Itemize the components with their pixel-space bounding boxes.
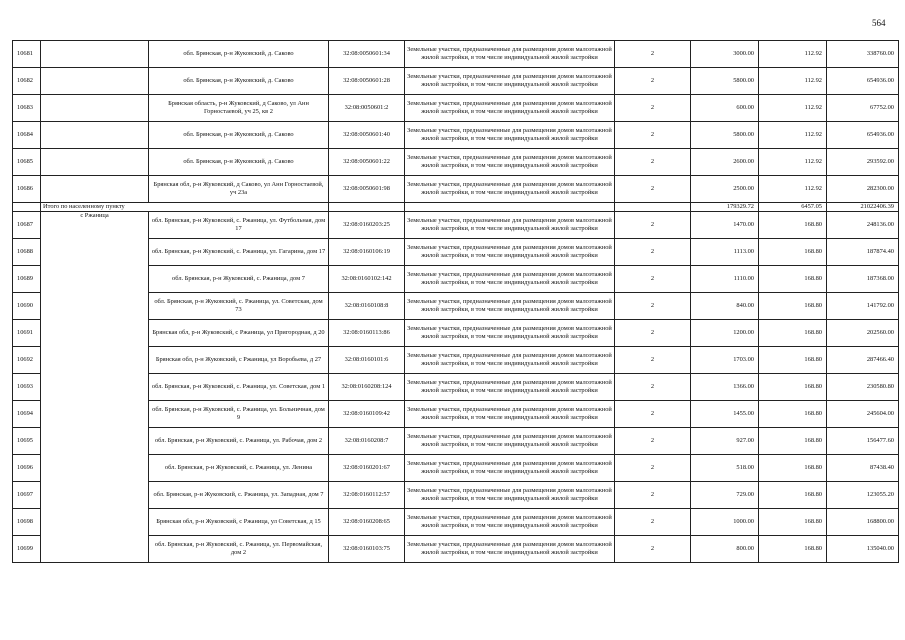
- cadastral-number-cell: 32:08:0050601:98: [329, 176, 405, 203]
- land-purpose-cell: Земельные участки, предназначенные для размещения домов малоэтажной жилой застройки, в том числе индивидуальной жилой застройки: [405, 266, 615, 293]
- group-cell: 2: [615, 455, 691, 482]
- cadastral-number-cell: 32:08:0050601:2: [329, 95, 405, 122]
- rate-cell: 112.92: [759, 95, 827, 122]
- cost-cell: 135040.00: [827, 536, 899, 563]
- address-cell: Брянская обл, р-н Жуковский, с Ржаница, ул Воробьева, д 27: [149, 347, 329, 374]
- address-cell: обл. Брянская, р-н Жуковский, с. Ржаница, дом 7: [149, 266, 329, 293]
- table-row: [13, 212, 899, 239]
- address-cell: обл. Брянская, р-н Жуковский, с. Ржаница, ул. Первомайская, дом 2: [149, 536, 329, 563]
- cadastral-value-table: [12, 40, 899, 563]
- rate-cell: 112.92: [759, 41, 827, 68]
- row-id: 10698: [13, 509, 41, 536]
- area-cell: 927.00: [691, 428, 759, 455]
- table-body: [13, 41, 899, 563]
- table-row: [13, 176, 899, 203]
- total-cost: 21022406.39: [827, 203, 899, 212]
- page-number: 564: [872, 18, 886, 28]
- group-cell: 2: [615, 212, 691, 239]
- cost-cell: 156477.60: [827, 428, 899, 455]
- cadastral-number-cell: 32:08:0050601:34: [329, 41, 405, 68]
- total-label: Итого по населенному пункту: [41, 203, 329, 212]
- land-purpose-cell: Земельные участки, предназначенные для размещения домов малоэтажной жилой застройки, в том числе индивидуальной жилой застройки: [405, 149, 615, 176]
- cost-cell: 141792.00: [827, 293, 899, 320]
- area-cell: 3000.00: [691, 41, 759, 68]
- settlement-name: с Ржаница: [41, 212, 149, 563]
- area-cell: 518.00: [691, 455, 759, 482]
- total-area: 179329.72: [691, 203, 759, 212]
- settlement-total-row: [13, 203, 899, 212]
- group-cell: 2: [615, 41, 691, 68]
- row-id: 10681: [13, 41, 41, 68]
- group-cell: 2: [615, 149, 691, 176]
- cost-cell: 245604.00: [827, 401, 899, 428]
- row-id: 10686: [13, 176, 41, 203]
- rate-cell: 168.80: [759, 347, 827, 374]
- land-purpose-cell: Земельные участки, предназначенные для размещения домов малоэтажной жилой застройки, в том числе индивидуальной жилой застройки: [405, 122, 615, 149]
- address-cell: обл. Брянская, р-н Жуковский, д. Саково: [149, 41, 329, 68]
- address-cell: обл. Брянская, р-н Жуковский, с. Ржаница, ул. Больничная, дом 9: [149, 401, 329, 428]
- row-id: 10694: [13, 401, 41, 428]
- land-purpose-cell: Земельные участки, предназначенные для размещения домов малоэтажной жилой застройки, в том числе индивидуальной жилой застройки: [405, 374, 615, 401]
- address-cell: Брянская область, р-н Жуковский, д Саково, ул Анн Горностаевой, уч 25, кв 2: [149, 95, 329, 122]
- row-id: 10699: [13, 536, 41, 563]
- row-id: 10689: [13, 266, 41, 293]
- address-cell: обл. Брянская, р-н Жуковский, д. Саково: [149, 122, 329, 149]
- area-cell: 5800.00: [691, 68, 759, 95]
- table-row: [13, 95, 899, 122]
- cost-cell: 87438.40: [827, 455, 899, 482]
- area-cell: 1455.00: [691, 401, 759, 428]
- rate-cell: 168.80: [759, 536, 827, 563]
- settlement-cell: [41, 68, 149, 95]
- group-cell: 2: [615, 293, 691, 320]
- area-cell: 840.00: [691, 293, 759, 320]
- group-cell: 2: [615, 320, 691, 347]
- address-cell: обл. Брянская, р-н Жуковский, с. Ржаница, ул. Футбольная, дом 17: [149, 212, 329, 239]
- rate-cell: 168.80: [759, 428, 827, 455]
- settlement-cell: [41, 176, 149, 203]
- address-cell: обл. Брянская, р-н Жуковский, д. Саково: [149, 68, 329, 95]
- table-row: [13, 149, 899, 176]
- group-cell: 2: [615, 536, 691, 563]
- rate-cell: 168.80: [759, 455, 827, 482]
- row-id: 10696: [13, 455, 41, 482]
- row-id: 10692: [13, 347, 41, 374]
- area-cell: 1200.00: [691, 320, 759, 347]
- cadastral-number-cell: 32:08:0160102:142: [329, 266, 405, 293]
- cadastral-number-cell: 32:08:0160108:8: [329, 293, 405, 320]
- settlement-cell: [41, 41, 149, 68]
- row-id: 10683: [13, 95, 41, 122]
- group-cell: 2: [615, 482, 691, 509]
- area-cell: 800.00: [691, 536, 759, 563]
- group-cell: 2: [615, 374, 691, 401]
- address-cell: обл. Брянская, р-н Жуковский, с. Ржаница, ул. Рабочая, дом 2: [149, 428, 329, 455]
- rate-cell: 112.92: [759, 122, 827, 149]
- address-cell: обл. Брянская, р-н Жуковский, с. Ржаница, ул. Западная, дом 7: [149, 482, 329, 509]
- rate-cell: 168.80: [759, 212, 827, 239]
- area-cell: 1110.00: [691, 266, 759, 293]
- row-id: 10691: [13, 320, 41, 347]
- cost-cell: 168800.00: [827, 509, 899, 536]
- cost-cell: 248136.00: [827, 212, 899, 239]
- rate-cell: 168.80: [759, 266, 827, 293]
- cadastral-number-cell: 32:08:0160201:67: [329, 455, 405, 482]
- table-row: [13, 122, 899, 149]
- group-cell: 2: [615, 401, 691, 428]
- rate-cell: 112.92: [759, 176, 827, 203]
- rate-cell: 168.80: [759, 482, 827, 509]
- table-row: [13, 68, 899, 95]
- address-cell: обл. Брянская, р-н Жуковский, с. Ржаница, ул. Ленина: [149, 455, 329, 482]
- cost-cell: 293592.00: [827, 149, 899, 176]
- cost-cell: 187368.00: [827, 266, 899, 293]
- cadastral-number-cell: 32:08:0160208:7: [329, 428, 405, 455]
- settlement-cell: [41, 149, 149, 176]
- cadastral-number-cell: 32:08:0160101:6: [329, 347, 405, 374]
- area-cell: 5800.00: [691, 122, 759, 149]
- cost-cell: 123055.20: [827, 482, 899, 509]
- cost-cell: 67752.00: [827, 95, 899, 122]
- cost-cell: 282300.00: [827, 176, 899, 203]
- total-empty: [13, 203, 41, 212]
- rate-cell: 168.80: [759, 320, 827, 347]
- cadastral-number-cell: 32:08:0160109:42: [329, 401, 405, 428]
- group-cell: 2: [615, 176, 691, 203]
- area-cell: 1470.00: [691, 212, 759, 239]
- land-purpose-cell: Земельные участки, предназначенные для размещения домов малоэтажной жилой застройки, в том числе индивидуальной жилой застройки: [405, 455, 615, 482]
- area-cell: 2600.00: [691, 149, 759, 176]
- land-purpose-cell: Земельные участки, предназначенные для размещения домов малоэтажной жилой застройки, в том числе индивидуальной жилой застройки: [405, 41, 615, 68]
- land-purpose-cell: Земельные участки, предназначенные для размещения домов малоэтажной жилой застройки, в том числе индивидуальной жилой застройки: [405, 509, 615, 536]
- land-purpose-cell: Земельные участки, предназначенные для размещения домов малоэтажной жилой застройки, в том числе индивидуальной жилой застройки: [405, 482, 615, 509]
- rate-cell: 168.80: [759, 509, 827, 536]
- land-purpose-cell: Земельные участки, предназначенные для размещения домов малоэтажной жилой застройки, в том числе индивидуальной жилой застройки: [405, 320, 615, 347]
- area-cell: 1366.00: [691, 374, 759, 401]
- cost-cell: 287466.40: [827, 347, 899, 374]
- cadastral-number-cell: 32:08:0050601:22: [329, 149, 405, 176]
- row-id: 10687: [13, 212, 41, 239]
- total-empty: [405, 203, 615, 212]
- cadastral-number-cell: 32:08:0160208:124: [329, 374, 405, 401]
- cadastral-number-cell: 32:08:0160208:65: [329, 509, 405, 536]
- cost-cell: 202560.00: [827, 320, 899, 347]
- address-cell: Брянская обл, р-н Жуковский, д Саково, ул Анн Горностаевой, уч 23а: [149, 176, 329, 203]
- land-purpose-cell: Земельные участки, предназначенные для размещения домов малоэтажной жилой застройки, в том числе индивидуальной жилой застройки: [405, 212, 615, 239]
- group-cell: 2: [615, 509, 691, 536]
- cadastral-number-cell: 32:08:0160113:86: [329, 320, 405, 347]
- address-cell: Брянская обл, р-н Жуковский, с Ржаница, ул Пригородная, д 20: [149, 320, 329, 347]
- settlement-cell: [41, 95, 149, 122]
- row-id: 10690: [13, 293, 41, 320]
- address-cell: обл. Брянская, р-н Жуковский, с. Ржаница, ул. Гагарина, дом 17: [149, 239, 329, 266]
- group-cell: 2: [615, 266, 691, 293]
- land-purpose-cell: Земельные участки, предназначенные для размещения домов малоэтажной жилой застройки, в том числе индивидуальной жилой застройки: [405, 293, 615, 320]
- rate-cell: 168.80: [759, 239, 827, 266]
- area-cell: 1000.00: [691, 509, 759, 536]
- cadastral-number-cell: 32:08:0160203:25: [329, 212, 405, 239]
- row-id: 10688: [13, 239, 41, 266]
- settlement-cell: [41, 122, 149, 149]
- land-purpose-cell: Земельные участки, предназначенные для размещения домов малоэтажной жилой застройки, в том числе индивидуальной жилой застройки: [405, 347, 615, 374]
- cadastral-number-cell: 32:08:0160106:19: [329, 239, 405, 266]
- row-id: 10695: [13, 428, 41, 455]
- land-purpose-cell: Земельные участки, предназначенные для размещения домов малоэтажной жилой застройки, в том числе индивидуальной жилой застройки: [405, 428, 615, 455]
- area-cell: 1113.00: [691, 239, 759, 266]
- address-cell: обл. Брянская, р-н Жуковский, д. Саково: [149, 149, 329, 176]
- row-id: 10684: [13, 122, 41, 149]
- group-cell: 2: [615, 239, 691, 266]
- group-cell: 2: [615, 122, 691, 149]
- rate-cell: 168.80: [759, 374, 827, 401]
- land-purpose-cell: Земельные участки, предназначенные для размещения домов малоэтажной жилой застройки, в том числе индивидуальной жилой застройки: [405, 176, 615, 203]
- cost-cell: 654936.00: [827, 68, 899, 95]
- land-purpose-cell: Земельные участки, предназначенные для размещения домов малоэтажной жилой застройки, в том числе индивидуальной жилой застройки: [405, 95, 615, 122]
- cadastral-number-cell: 32:08:0050601:28: [329, 68, 405, 95]
- total-rate: 6457.05: [759, 203, 827, 212]
- area-cell: 729.00: [691, 482, 759, 509]
- rate-cell: 112.92: [759, 149, 827, 176]
- total-empty: [329, 203, 405, 212]
- group-cell: 2: [615, 95, 691, 122]
- cost-cell: 230580.80: [827, 374, 899, 401]
- table-row: [13, 41, 899, 68]
- row-id: 10693: [13, 374, 41, 401]
- land-purpose-cell: Земельные участки, предназначенные для размещения домов малоэтажной жилой застройки, в том числе индивидуальной жилой застройки: [405, 401, 615, 428]
- rate-cell: 168.80: [759, 293, 827, 320]
- address-cell: обл. Брянская, р-н Жуковский, с. Ржаница, ул. Советская, дом 73: [149, 293, 329, 320]
- address-cell: обл. Брянская, р-н Жуковский, с. Ржаница, ул. Советская, дом 1: [149, 374, 329, 401]
- cost-cell: 187874.40: [827, 239, 899, 266]
- area-cell: 2500.00: [691, 176, 759, 203]
- rate-cell: 168.80: [759, 401, 827, 428]
- land-purpose-cell: Земельные участки, предназначенные для размещения домов малоэтажной жилой застройки, в том числе индивидуальной жилой застройки: [405, 239, 615, 266]
- cadastral-number-cell: 32:08:0160103:75: [329, 536, 405, 563]
- group-cell: 2: [615, 428, 691, 455]
- cost-cell: 654936.00: [827, 122, 899, 149]
- group-cell: 2: [615, 347, 691, 374]
- address-cell: Брянская обл, р-н Жуковский, с Ржаница, ул Советская, д 15: [149, 509, 329, 536]
- area-cell: 1703.00: [691, 347, 759, 374]
- cadastral-number-cell: 32:08:0160112:57: [329, 482, 405, 509]
- row-id: 10685: [13, 149, 41, 176]
- row-id: 10682: [13, 68, 41, 95]
- total-empty: [615, 203, 691, 212]
- rate-cell: 112.92: [759, 68, 827, 95]
- cadastral-number-cell: 32:08:0050601:40: [329, 122, 405, 149]
- land-purpose-cell: Земельные участки, предназначенные для размещения домов малоэтажной жилой застройки, в том числе индивидуальной жилой застройки: [405, 68, 615, 95]
- land-purpose-cell: Земельные участки, предназначенные для размещения домов малоэтажной жилой застройки, в том числе индивидуальной жилой застройки: [405, 536, 615, 563]
- group-cell: 2: [615, 68, 691, 95]
- cost-cell: 338760.00: [827, 41, 899, 68]
- row-id: 10697: [13, 482, 41, 509]
- area-cell: 600.00: [691, 95, 759, 122]
